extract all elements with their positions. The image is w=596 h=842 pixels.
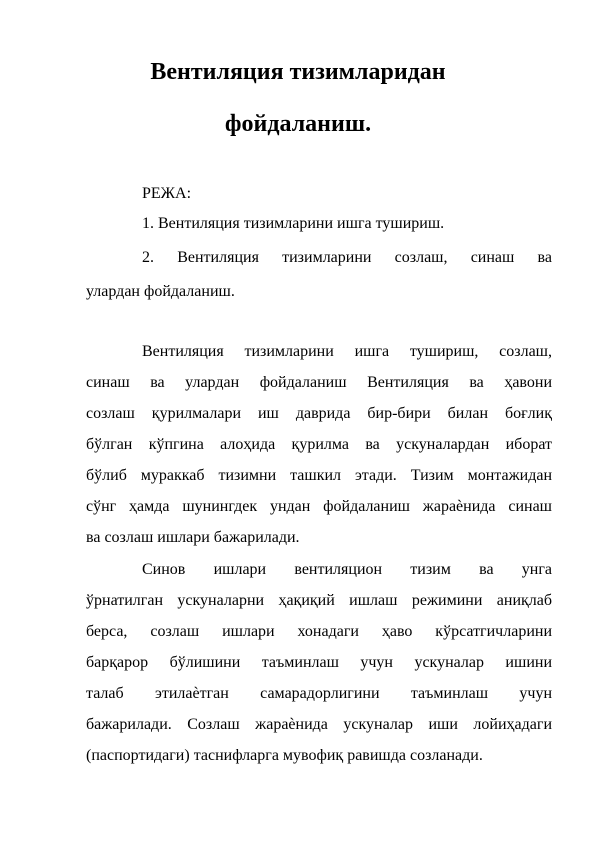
document-title-line-2: фойдаланиш.	[224, 111, 372, 137]
paragraph-2-line: Синов ишлари вентиляцион тизим ва унга	[142, 561, 552, 578]
document-title-line-1: Вентиляция тизимларидан	[150, 59, 446, 85]
paragraph-2-line: барқарор бўлишини таъминлаш учун ускуналар ишини	[86, 654, 552, 671]
paragraph-1-line: сўнг ҳамда шунингдек ундан фойдаланиш жараѐнида синаш	[86, 498, 552, 515]
paragraph-1-line: бўлиб мураккаб тизимни ташкил этади. Тизим монтажидан	[86, 467, 552, 484]
paragraph-1-line: Вентиляция тизимларини ишга тушириш, созлаш,	[142, 343, 552, 360]
paragraph-1-line: ва созлаш ишлари бажарилади.	[86, 529, 300, 546]
paragraph-2-line: ўрнатилган ускуналарни ҳақиқий ишлаш режимини аниқлаб	[86, 592, 552, 609]
paragraph-2-line: бажарилади. Созлаш жараѐнида ускуналар иши лойиҳадаги	[86, 716, 552, 733]
plan-item-2-line-1: 2. Вентиляция тизимларини созлаш, синаш ва	[142, 249, 552, 266]
paragraph-1-line: синаш ва улардан фойдаланиш Вентиляция ва ҳавони	[86, 374, 552, 391]
paragraph-1-line: созлаш қурилмалари иш даврида бир-бири билан боғлиқ	[86, 405, 552, 422]
paragraph-2-line: талаб этилаѐтган самарадорлигини таъминлаш учун	[86, 685, 552, 702]
plan-heading: РЕЖА:	[142, 185, 192, 202]
paragraph-2-line: берса, созлаш ишлари хонадаги ҳаво кўрсатгичларини	[86, 623, 552, 640]
plan-item-2-line-2: улардан фойдаланиш.	[86, 283, 235, 300]
plan-item-1: 1. Вентиляция тизимларини ишга тушириш.	[142, 215, 445, 232]
paragraph-2-line: (паспортидаги) таснифларга мувофиқ равишда созланади.	[86, 747, 483, 764]
paragraph-1-line: бўлган кўпгина алоҳида қурилма ва ускуналардан иборат	[86, 436, 552, 453]
